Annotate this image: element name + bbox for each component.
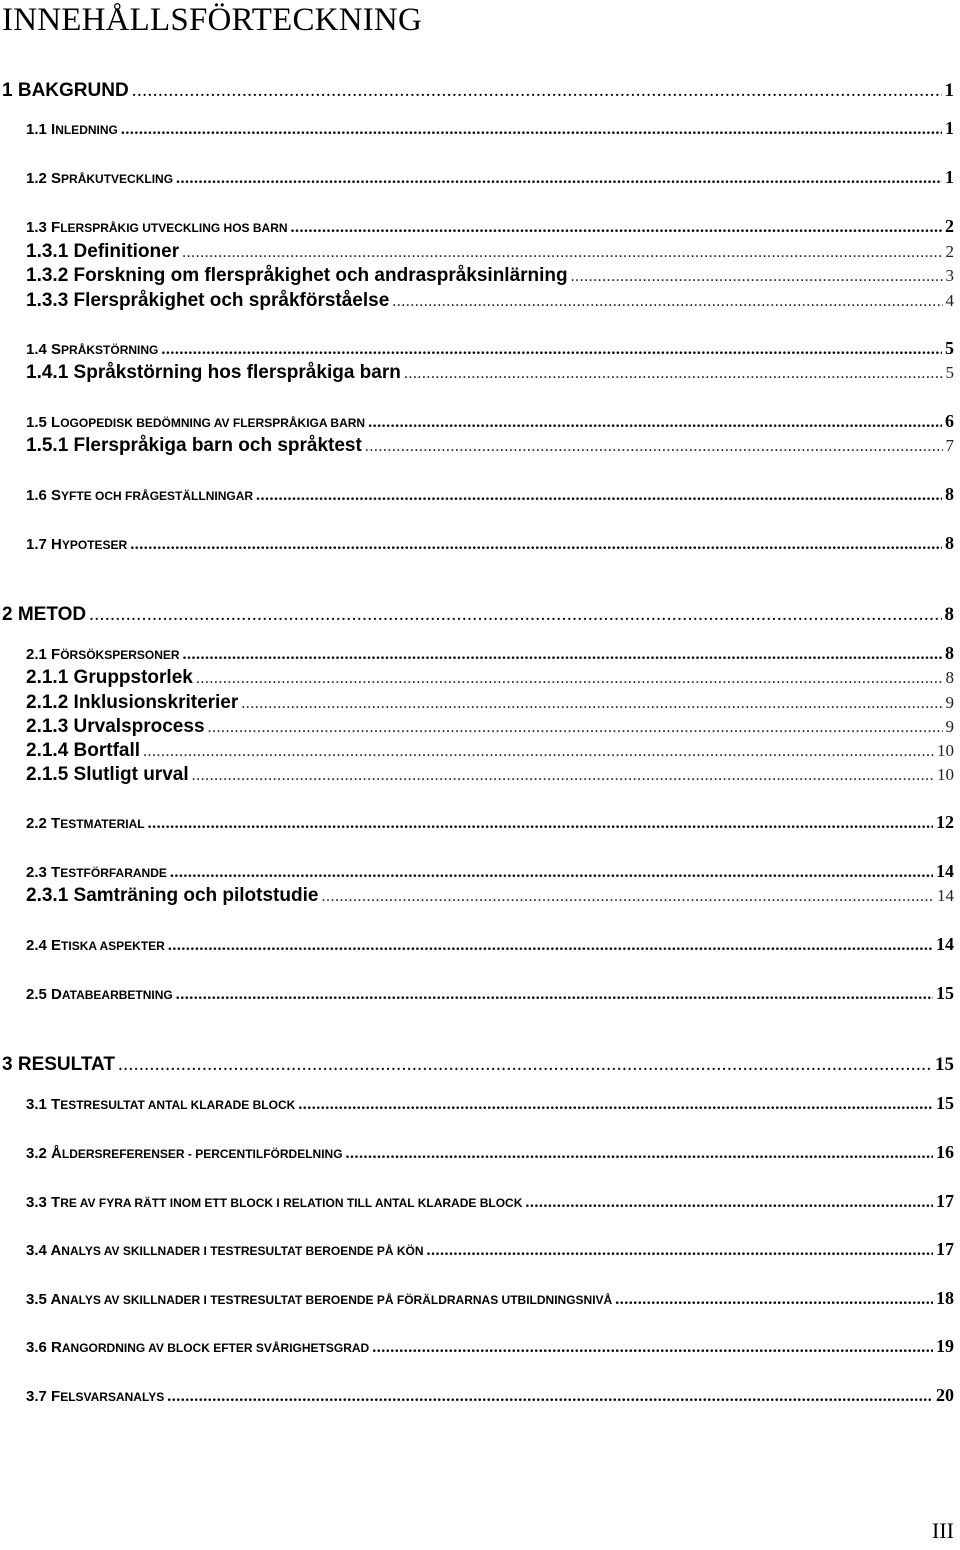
toc-leader-dots [571, 268, 943, 286]
toc-page-number: 12 [936, 812, 954, 832]
toc-entry[interactable] [26, 983, 960, 1004]
toc-page-number: 8 [945, 643, 954, 663]
toc-entry-label: 2.1.4 Bortfall [26, 740, 141, 761]
toc-entry-label: 1 BAKGRUND [2, 80, 129, 101]
toc-entry[interactable] [26, 533, 960, 554]
toc-entry-label: 1.3.2 Forskning om flerspråkighet och andraspråksinlärning [26, 265, 568, 286]
toc-leader-dots [161, 341, 942, 359]
toc-page-number: 14 [936, 934, 954, 954]
toc-entry-label: 2 METOD [2, 604, 87, 625]
toc-leader-dots [368, 414, 942, 432]
toc-entry[interactable] [26, 411, 960, 432]
toc-leader-dots [196, 670, 943, 688]
toc-page-number: 2 [945, 242, 954, 261]
toc-leader-dots [118, 1054, 932, 1076]
toc-leader-dots [241, 695, 942, 713]
toc-entry-label: 3.2 ÅLDERSREFERENSER - PERCENTILFÖRDELNING [26, 1145, 343, 1162]
toc-entry-label: 1.4.1 Språkstörning hos flerspråkiga barn [26, 362, 401, 383]
toc-leader-dots [208, 719, 943, 737]
toc-page-number: 14 [937, 886, 954, 905]
toc-leader-dots [615, 1291, 933, 1309]
toc-leader-dots [130, 536, 942, 554]
toc-page-number: 7 [945, 436, 954, 455]
toc-entry-label: 2.1.5 Slutligt urval [26, 764, 189, 785]
toc-leader-dots [298, 1096, 933, 1114]
toc-entry[interactable] [26, 667, 960, 689]
toc-page-number: 8 [944, 604, 954, 625]
toc-entry[interactable] [26, 1336, 960, 1357]
toc-entry-label: 1.2 SPRÅKUTVECKLING [26, 170, 174, 187]
toc-page-number: 8 [945, 484, 954, 504]
toc-entry[interactable] [26, 241, 960, 263]
toc-entry[interactable] [26, 484, 960, 505]
toc-leader-dots [346, 1145, 933, 1163]
toc-page-number: 9 [945, 717, 954, 736]
toc-leader-dots [170, 864, 933, 882]
toc-entry[interactable] [26, 812, 960, 833]
toc-entry[interactable] [26, 216, 960, 237]
toc-entry-label: 3.5 ANALYS AV SKILLNADER I TESTRESULTAT BEROENDE PÅ FÖRÄLDRARNAS UTBILDNINGSNIVÅ [26, 1291, 613, 1308]
toc-page-number: 10 [937, 765, 954, 784]
toc-entry-label: 2.1.2 Inklusionskriterier [26, 692, 239, 713]
toc-entry[interactable] [26, 435, 960, 457]
toc-leader-dots [143, 743, 934, 761]
toc-entry-label: 1.3 FLERSPRÅKIG UTVECKLING HOS BARN [26, 219, 288, 236]
toc-entry-label: 3 RESULTAT [2, 1054, 115, 1075]
toc-leader-dots [291, 219, 942, 237]
toc-entry-label: 1.1 INLEDNING [26, 121, 118, 138]
toc-entry[interactable] [26, 885, 960, 907]
toc-entry[interactable] [2, 1054, 960, 1076]
toc-leader-dots [167, 1388, 933, 1406]
toc-entry-label: 2.1.1 Gruppstorlek [26, 667, 193, 688]
toc-page-number: 17 [936, 1191, 954, 1211]
toc-entry-label: 2.3 TESTFÖRFARANDE [26, 864, 167, 881]
toc-entry-label: 3.4 ANALYS AV SKILLNADER I TESTRESULTAT BEROENDE PÅ KÖN [26, 1242, 424, 1259]
toc-entry[interactable] [2, 80, 960, 102]
toc-page-number: 6 [945, 411, 954, 431]
toc-entry-label: 1.3.1 Definitioner [26, 241, 180, 262]
toc-leader-dots [404, 365, 943, 383]
toc-entry-label: 3.1 TESTRESULTAT ANTAL KLARADE BLOCK [26, 1096, 296, 1113]
toc-page-number: 1 [945, 167, 954, 187]
toc-entry[interactable] [26, 692, 960, 714]
toc-entry-label: 2.4 ETISKA ASPEKTER [26, 937, 165, 954]
toc-entry[interactable] [2, 604, 960, 626]
toc-entry-label: 3.3 TRE AV FYRA RÄTT INOM ETT BLOCK I RELATION TILL ANTAL KLARADE BLOCK [26, 1194, 523, 1211]
toc-entry[interactable] [26, 1191, 960, 1212]
toc-entry[interactable] [26, 764, 960, 786]
toc-entry[interactable] [26, 934, 960, 955]
page-number: III [932, 1518, 954, 1543]
toc-page-number: 1 [944, 80, 954, 101]
toc-entry[interactable] [26, 290, 960, 312]
toc-entry[interactable] [26, 1288, 960, 1309]
toc-entry-label: 1.5 LOGOPEDISK BEDÖMNING AV FLERSPRÅKIGA BARN [26, 414, 366, 431]
toc-leader-dots [89, 604, 941, 626]
toc-entry-label: 2.1.3 Urvalsprocess [26, 716, 205, 737]
toc-entry[interactable] [26, 338, 960, 359]
toc-page-number: 2 [945, 216, 954, 236]
toc-entry[interactable] [26, 265, 960, 287]
toc-entry-label: 1.7 HYPOTESER [26, 536, 128, 553]
toc-page-number: 15 [936, 1093, 954, 1113]
toc-leader-dots [132, 80, 942, 102]
toc-entry-label: 2.5 DATABEARBETNING [26, 986, 173, 1003]
toc-page-number: 8 [945, 668, 954, 687]
toc-entry[interactable] [26, 1239, 960, 1260]
toc-entry[interactable] [26, 740, 960, 762]
toc-entry[interactable] [26, 1093, 960, 1114]
toc-leader-dots [372, 1339, 933, 1357]
toc-entry[interactable] [26, 716, 960, 738]
toc-leader-dots [176, 170, 942, 188]
toc-page-number: 19 [936, 1336, 954, 1356]
page-title: INNEHÅLLSFÖRTECKNING [2, 2, 422, 38]
toc-entry[interactable] [26, 1142, 960, 1163]
toc-entry-label: 3.7 FELSVARSANALYS [26, 1388, 165, 1405]
toc-entry[interactable] [26, 861, 960, 882]
toc-leader-dots [256, 487, 942, 505]
toc-entry-label: 1.6 SYFTE OCH FRÅGESTÄLLNINGAR [26, 487, 254, 504]
toc-page-number: 14 [936, 861, 954, 881]
toc-page-number: 1 [945, 118, 954, 138]
toc-page-number: 5 [945, 363, 954, 382]
toc-entry[interactable] [26, 362, 960, 384]
toc-leader-dots [182, 244, 942, 262]
toc-leader-dots [148, 815, 933, 833]
toc-leader-dots [365, 438, 943, 456]
toc-entry-label: 3.6 RANGORDNING AV BLOCK EFTER SVÅRIGHETSGRAD [26, 1339, 370, 1356]
toc-page-number: 10 [937, 741, 954, 760]
toc-leader-dots [192, 767, 934, 785]
toc-entry-label: 2.3.1 Samträning och pilotstudie [26, 885, 319, 906]
toc-leader-dots [168, 937, 933, 955]
toc-entry[interactable] [26, 167, 960, 188]
toc-entry-label: 2.2 TESTMATERIAL [26, 815, 145, 832]
toc-leader-dots [321, 888, 934, 906]
toc-entry[interactable] [26, 643, 960, 664]
toc-entry-label: 1.4 SPRÅKSTÖRNING [26, 341, 159, 358]
toc-entry-label: 2.1 FÖRSÖKSPERSONER [26, 646, 180, 663]
toc-page-number: 5 [945, 338, 954, 358]
toc-page-number: 15 [936, 983, 954, 1003]
toc-leader-dots [121, 121, 942, 139]
toc-leader-dots [392, 293, 942, 311]
toc-page-number: 8 [945, 533, 954, 553]
toc-entry-label: 1.5.1 Flerspråkiga barn och språktest [26, 435, 362, 456]
toc-page-number: 18 [936, 1288, 954, 1308]
toc-leader-dots [427, 1242, 933, 1260]
toc-leader-dots [525, 1194, 933, 1212]
toc-page-number: 16 [936, 1142, 954, 1162]
toc-page-number: 3 [945, 266, 954, 285]
toc-entry[interactable] [26, 1385, 960, 1406]
toc-page-number: 20 [936, 1385, 954, 1405]
toc-page-number: 15 [935, 1054, 954, 1075]
toc-page-number: 9 [945, 693, 954, 712]
toc-leader-dots [183, 646, 942, 664]
toc-entry-label: 1.3.3 Flerspråkighet och språkförståelse [26, 290, 390, 311]
toc-leader-dots [176, 986, 933, 1004]
toc-page-number: 17 [936, 1239, 954, 1259]
toc-entry[interactable] [26, 118, 960, 139]
toc-page-number: 4 [945, 291, 954, 310]
